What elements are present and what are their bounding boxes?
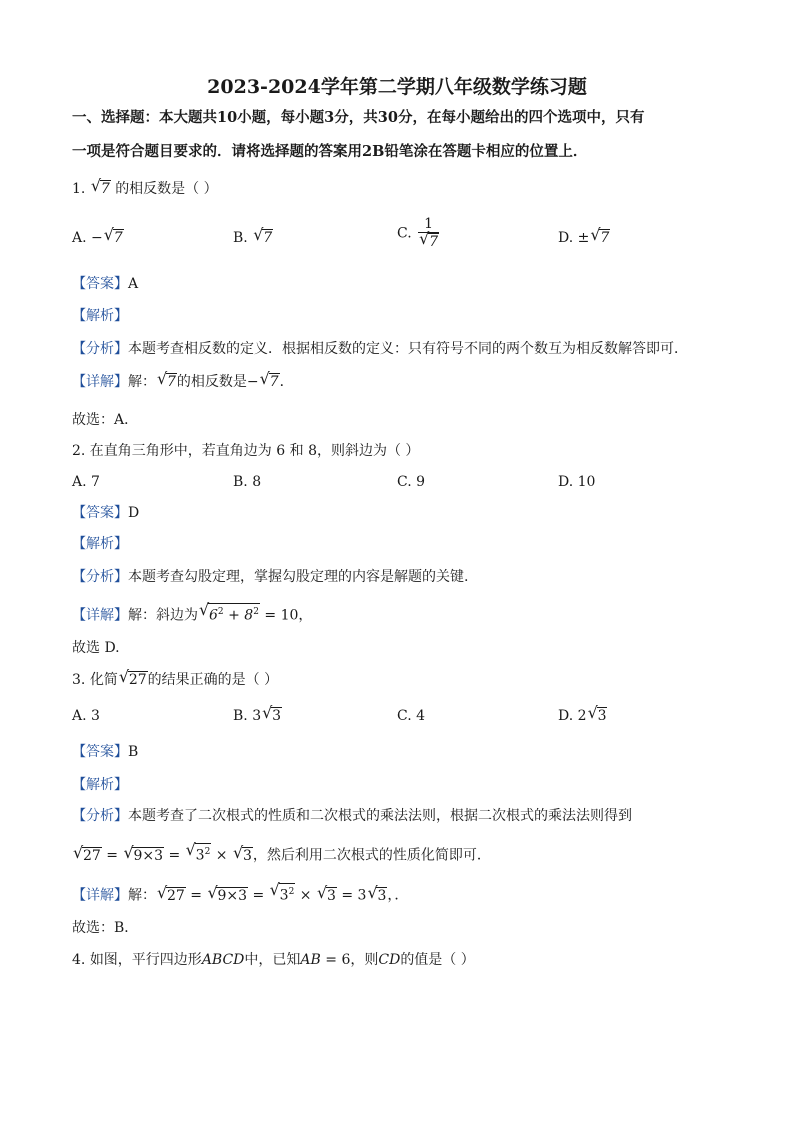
sqrt-7: √ 7 [91,179,111,199]
question-2-fenxi: 【分析】本题考查勾股定理，掌握勾股定理的内容是解题的关键. [72,569,469,585]
question-3-option-b: B. 3√ 3 [233,706,282,726]
question-3-fenxi-formula: √ 27 = √ 9×3 = √ $3^2$ × √ 3，然后利用二次根式的性质化简即可． [72,843,491,866]
question-3-option-a: A. 3 [72,708,100,724]
question-3-fenxi: 【分析】本题考查了二次根式的性质和二次根式的乘法法则，根据二次根式的乘法法则得到 [72,808,632,824]
question-2-option-b: B. 8 [233,474,262,490]
question-2-choose: 故选 D. [72,640,120,656]
question-3-analysis-heading: 【解析】 [72,777,128,793]
question-1-option-d: D. ±√ 7 [558,228,610,248]
question-1-option-a: A. −√ 7 [72,228,124,248]
question-2-option-c: C. 9 [397,474,426,490]
question-1-answer: 【答案】A [72,276,139,292]
question-2-option-d: D. 10 [558,474,596,490]
page-title: 2023-2024学年第二学期八年级数学练习题 [207,76,587,98]
question-2-stem: 2. 在直角三角形中，若直角边为 6 和 8，则斜边为（ ） [72,443,420,459]
question-1-option-b: B. √ 7 [233,228,273,248]
question-1-xiangjie: 【详解】解：√ 7的相反数是−√ 7． [72,372,294,392]
question-1-analysis-heading: 【解析】 [72,308,128,324]
question-1-fenxi: 【分析】本题考查相反数的定义．根据相反数的定义：只有符号不同的两个数互为相反数解答即可． [72,341,688,357]
question-3-answer: 【答案】B [72,744,139,760]
question-3-xiangjie: 【详解】解：√ 27 = √ 9×3 = √ $3^2$ × √ 3 = 3√ 3，． [72,883,408,906]
question-3-option-d: D. 2√ 3 [558,706,607,726]
question-2-xiangjie: 【详解】解：斜边为√ $6^2 + 8^2 = 10$， [72,603,312,626]
question-2-answer: 【答案】D [72,505,140,521]
section-instructions-line1: 一、选择题：本大题共10小题，每小题3分，共30分，在每小题给出的四个选项中，只有 [72,109,645,126]
question-3-choose: 故选：B． [72,920,139,936]
question-1-option-c: C. 1 √ 7 [397,216,441,251]
question-3-stem: 3. 化简√ 27的结果正确的是（ ） [72,670,278,690]
section-instructions-line2: 一项是符合题目要求的．请将选择题的答案用2B铅笔涂在答题卡相应的位置上． [72,143,588,160]
question-3-option-c: C. 4 [397,708,426,724]
question-4-stem: 4. 如图，平行四边形ABCD中，已知AB = 6，则CD的值是（ ） [72,952,475,968]
question-2-analysis-heading: 【解析】 [72,536,128,552]
question-1-choose: 故选：A． [72,412,139,428]
question-1-stem: 1. √ 7 的相反数是（ ） [72,179,218,199]
question-2-option-a: A. 7 [72,474,100,490]
